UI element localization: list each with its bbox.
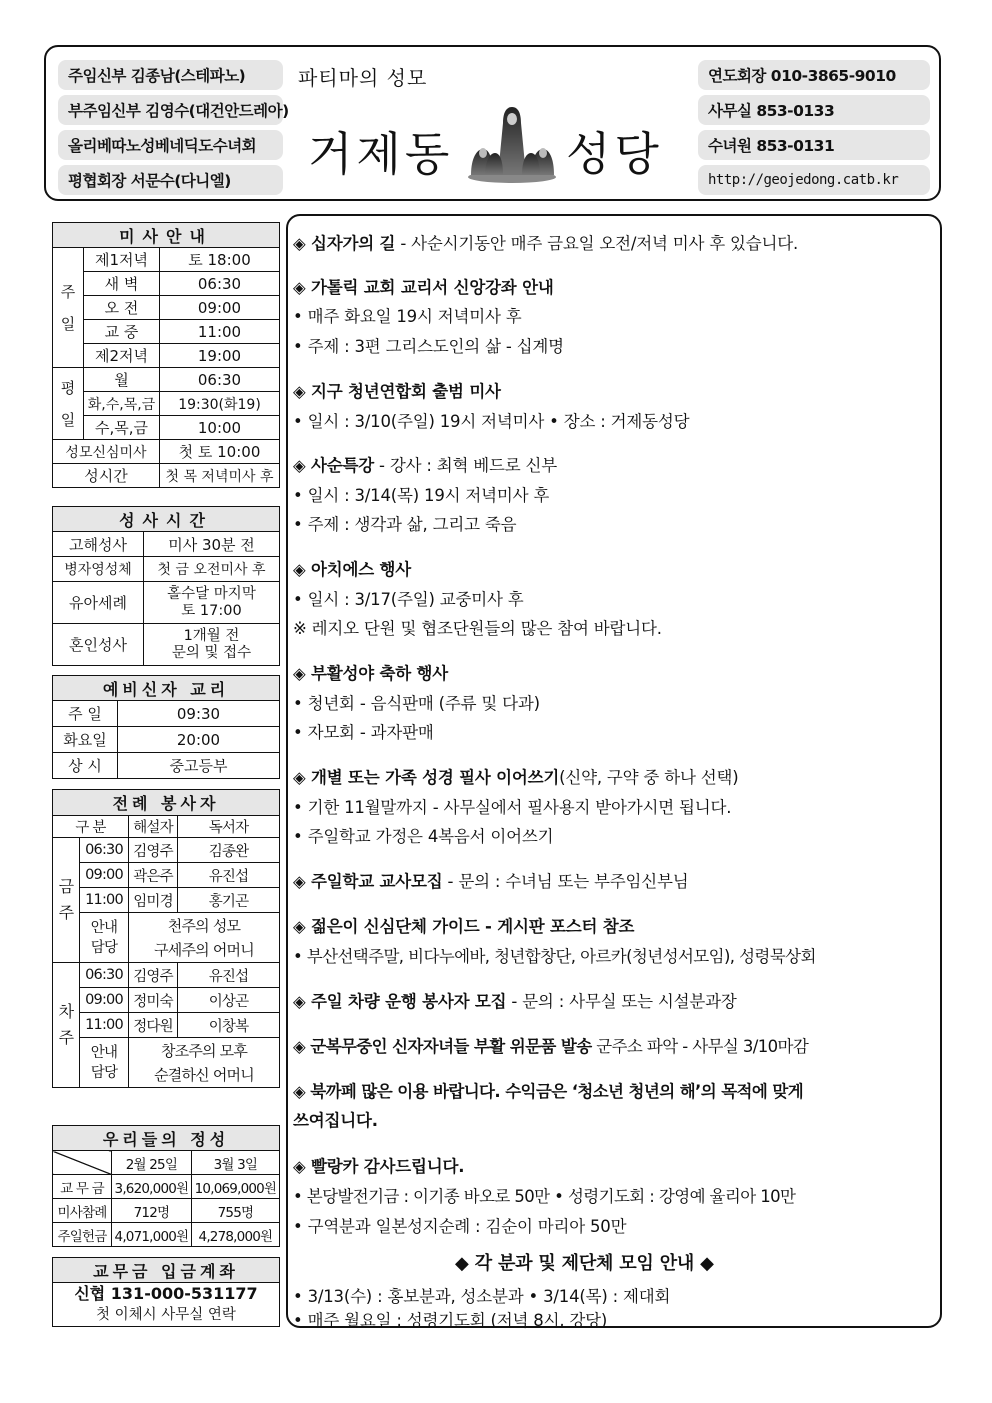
offering-title: 우리들의 정성 [53, 1126, 280, 1151]
notice-item [293, 690, 540, 714]
mass-time: 06:30 [160, 368, 280, 392]
notice-title: ◆ 각 분과 및 제단체 모임 안내 ◆ [455, 1253, 714, 1274]
notice-heading [293, 764, 738, 788]
notice-text: • 자모회 - 과자판매 [293, 723, 434, 742]
offering-value: 4,278,000원 [191, 1223, 279, 1247]
notice-text: 군주소 파악 - 사무실 3/10마감 [591, 1037, 809, 1056]
notice-title: ◈ 군복무중인 신자자녀들 부활 위문품 발송 [293, 1037, 592, 1056]
notice-item [293, 794, 731, 818]
office-phone-pill: 사무실 853-0133 [698, 95, 930, 125]
commentator: 정미숙 [129, 988, 178, 1013]
catechism-title: 예비신자 교리 [53, 676, 280, 701]
mass-time: 11:00 [160, 320, 280, 344]
notice-item [293, 1307, 607, 1331]
duty-groups: 창조주의 모후 순결하신 어머니 [129, 1038, 280, 1088]
notice-title: ◈ 개별 또는 가족 성경 필사 이어쓰기 [293, 768, 560, 787]
sacrament-name: 병자영성체 [53, 557, 144, 582]
mass-name: 제1저녁 [84, 248, 160, 272]
liturgy-servers-table [52, 789, 280, 1088]
notice-title: ◈ 빨랑카 감사드립니다. [293, 1157, 465, 1176]
notice-item [293, 1183, 795, 1207]
notice-text: • 일시 : 3/17(주일) 교중미사 후 [293, 590, 524, 609]
reader: 이창복 [178, 1013, 280, 1038]
mass-title: 미사안내 [53, 223, 280, 248]
funeral-contact-pill: 연도회장 010-3865-9010 [698, 60, 930, 90]
notice-text: - 문의 : 수녀님 또는 부주임신부님 [442, 872, 689, 891]
mass-name: 성모신심미사 [53, 440, 160, 464]
liturgy-time: 11:00 [80, 1013, 129, 1038]
notice-title: ◈ 젊은이 신심단체 가이드 - 게시판 포스터 참조 [293, 917, 635, 936]
offering-category: 주일헌금 [53, 1223, 112, 1247]
notice-heading [293, 378, 501, 402]
notice-heading [293, 1078, 803, 1102]
notice-text: • 청년회 - 음식판매 (주류 및 다과) [293, 694, 540, 713]
catechism-table [52, 675, 280, 779]
notice-heading [293, 1107, 378, 1131]
liturgy-header-commentator: 해설자 [129, 816, 178, 838]
offering-value: 712명 [112, 1199, 192, 1223]
commentator: 김영주 [129, 838, 178, 863]
notice-text: • 부산선택주말, 비다누에바, 청년합창단, 아르카(청년성서모임), 성령묵상회 [293, 947, 816, 966]
notice-item [293, 482, 549, 506]
sacraments-title: 성사시간 [53, 507, 280, 532]
notice-text: ※ 레지오 단원 및 협조단원들의 많은 참여 바랍니다. [293, 619, 662, 638]
sacraments-table [52, 506, 280, 666]
offering-value: 3,620,000원 [112, 1175, 192, 1199]
liturgy-title: 전례 봉사자 [53, 790, 280, 816]
account-title: 교무금 입금계좌 [53, 1258, 280, 1283]
notice-item [293, 408, 689, 432]
church-name-part2: 성당 [566, 127, 663, 181]
notice-heading [293, 452, 557, 476]
notice-heading [293, 556, 411, 580]
commentator: 곽은주 [129, 863, 178, 888]
mass-name: 수,목,금 [84, 416, 160, 440]
notice-text: • 3/13(수) : 홍보분과, 성소분과 • 3/14(목) : 제대회 [293, 1287, 671, 1306]
notice-title: ◈ 부활성야 축하 행사 [293, 664, 449, 683]
notice-heading [293, 1153, 464, 1177]
notice-item [293, 823, 553, 847]
account-info [53, 1283, 280, 1327]
mass-name: 화,수,목,금 [84, 392, 160, 416]
offering-corner [53, 1151, 112, 1175]
offering-value: 4,071,000원 [112, 1223, 192, 1247]
notice-text: • 구역분과 일본성지순례 : 김순이 마리아 50만 [293, 1217, 627, 1236]
reader: 김종완 [178, 838, 280, 863]
convent-phone-pill: 수녀원 853-0131 [698, 130, 930, 160]
fatima-statue-icon [465, 103, 560, 185]
notice-heading [293, 988, 737, 1012]
reader: 유진섭 [178, 963, 280, 988]
notice-heading [293, 868, 689, 892]
offering-category: 교 무 금 [53, 1175, 112, 1199]
sacrament-name: 혼인성사 [53, 624, 144, 666]
sacrament-time: 홀수달 마지막 토 17:00 [144, 582, 280, 624]
notice-title: ◈ 가톨릭 교회 교리서 신앙강좌 안내 [293, 278, 554, 297]
notice-text: • 기한 11월말까지 - 사무실에서 필사용지 받아가시면 됩니다. [293, 798, 732, 817]
notice-text: • 주일학교 가정은 4복음서 이어쓰기 [293, 827, 554, 846]
liturgy-time: 11:00 [80, 888, 129, 913]
sacrament-name: 유아세례 [53, 582, 144, 624]
catechism-time: 09:30 [118, 701, 280, 727]
notice-text: - 문의 : 사무실 또는 시설분과장 [506, 992, 737, 1011]
notice-title: ◈ 주일학교 교사모집 [293, 872, 443, 891]
council-president-pill: 평협회장 서문수(다니엘) [58, 165, 283, 195]
notice-text: (신약, 구약 중 하나 선택) [559, 768, 739, 787]
notice-title: ◈ 십자가의 길 [293, 234, 396, 253]
mass-time: 첫 토 10:00 [160, 440, 280, 464]
catechism-time: 중고등부 [118, 753, 280, 779]
mass-name: 월 [84, 368, 160, 392]
commentator: 임미경 [129, 888, 178, 913]
this-week-label: 금 주 [53, 838, 80, 963]
liturgy-header-reader: 독서자 [178, 816, 280, 838]
mass-time: 06:30 [160, 272, 280, 296]
notice-item [293, 586, 524, 610]
duty-groups: 천주의 성모 구세주의 어머니 [129, 913, 280, 963]
offering-table [52, 1125, 280, 1247]
associate-pastor-pill: 부주임신부 김영수(대건안드레아) [58, 95, 283, 125]
mass-name: 오 전 [84, 296, 160, 320]
catechism-day: 화요일 [53, 727, 118, 753]
notice-title: ◈ 북까페 많은 이용 바랍니다. 수익금은 ‘청소년 청년의 해’의 목적에 맞게 [293, 1082, 804, 1101]
notice-item [293, 511, 516, 535]
commentator: 김영주 [129, 963, 178, 988]
offering-date: 2월 25일 [112, 1151, 192, 1175]
mass-time: 10:00 [160, 416, 280, 440]
church-subtitle: 파티마의 성모 [298, 66, 428, 90]
notice-item [293, 333, 564, 357]
liturgy-time: 09:00 [80, 863, 129, 888]
notice-heading [293, 660, 448, 684]
notice-text: • 일시 : 3/10(주일) 19시 저녁미사 • 장소 : 거제동성당 [293, 412, 690, 431]
account-number: 신협 131-000-531177 [74, 1284, 258, 1303]
sacrament-time: 첫 금 오전미사 후 [144, 557, 280, 582]
liturgy-time: 06:30 [80, 963, 129, 988]
convent-pill: 올리베따노성베네딕도수녀회 [58, 130, 283, 160]
notice-item [293, 1213, 626, 1237]
mass-time: 19:00 [160, 344, 280, 368]
offering-date: 3월 3일 [191, 1151, 279, 1175]
mass-schedule-table [52, 222, 280, 488]
notice-title: ◈ 사순특강 [293, 456, 374, 475]
notice-item [293, 943, 816, 967]
sacrament-time: 1개월 전 문의 및 접수 [144, 624, 280, 666]
mass-time: 토 18:00 [160, 248, 280, 272]
notice-title: ◈ 아치에스 행사 [293, 560, 412, 579]
liturgy-time: 06:30 [80, 838, 129, 863]
offering-category: 미사참례 [53, 1199, 112, 1223]
notice-heading [293, 913, 634, 937]
mass-time: 09:00 [160, 296, 280, 320]
reader: 이상곤 [178, 988, 280, 1013]
reader: 유진섭 [178, 863, 280, 888]
notice-title: ◈ 지구 청년연합회 출범 미사 [293, 382, 501, 401]
notice-item [293, 303, 521, 327]
church-name-part1: 거제동 [308, 127, 454, 181]
catechism-time: 20:00 [118, 727, 280, 753]
offering-value: 10,069,000원 [191, 1175, 279, 1199]
reader: 홍기곤 [178, 888, 280, 913]
mass-time: 첫 목 저녁미사 후 [160, 464, 280, 488]
duty-label: 안내 담당 [80, 1038, 129, 1088]
notice-item [293, 615, 662, 639]
notice-text: - 사순시기동안 매주 금요일 오전/저녁 미사 후 있습니다. [395, 234, 799, 253]
duty-label: 안내 담당 [80, 913, 129, 963]
website-url[interactable]: http://geojedong.catb.kr [698, 165, 930, 195]
mass-name: 새 벽 [84, 272, 160, 296]
notice-item [293, 1283, 670, 1307]
notice-heading [293, 230, 798, 254]
notice-title: 쓰여집니다. [293, 1111, 378, 1130]
liturgy-time: 09:00 [80, 988, 129, 1013]
catechism-day: 상 시 [53, 753, 118, 779]
weekday-label: 평 일 [53, 368, 84, 440]
notice-text: - 강사 : 최혁 베드로 신부 [374, 456, 558, 475]
notice-heading [293, 1033, 808, 1057]
notice-text: • 일시 : 3/14(목) 19시 저녁미사 후 [293, 486, 550, 505]
liturgy-header-category: 구 분 [53, 816, 129, 838]
notice-title: ◈ 주일 차량 운행 봉사자 모집 [293, 992, 507, 1011]
sacrament-name: 고해성사 [53, 532, 144, 557]
notice-item [293, 719, 434, 743]
account-table [52, 1257, 280, 1327]
notice-text: • 주제 : 3편 그리스도인의 삶 - 십계명 [293, 337, 564, 356]
catechism-day: 주 일 [53, 701, 118, 727]
next-week-label: 차 주 [53, 963, 80, 1088]
sunday-label: 주 일 [53, 248, 84, 368]
mass-name: 제2저녁 [84, 344, 160, 368]
mass-time: 19:30(화19) [160, 392, 280, 416]
notice-text: • 본당발전기금 : 이기종 바오로 50만 • 성령기도회 : 강영예 율리아 10만 [293, 1187, 796, 1206]
commentator: 정다원 [129, 1013, 178, 1038]
mass-name: 성시간 [53, 464, 160, 488]
mass-name: 교 중 [84, 320, 160, 344]
sacrament-time: 미사 30분 전 [144, 532, 280, 557]
notice-text: • 매주 화요일 19시 저녁미사 후 [293, 307, 522, 326]
notice-text: • 주제 : 생각과 삶, 그리고 죽음 [293, 515, 517, 534]
notice-heading [293, 274, 554, 298]
pastor-pill: 주임신부 김종남(스테파노) [58, 60, 283, 90]
account-note: 첫 이체시 사무실 연락 [96, 1307, 236, 1323]
offering-value: 755명 [191, 1199, 279, 1223]
notice-text: • 매주 월요일 : 성령기도회 (저녁 8시, 강당) [293, 1311, 608, 1330]
notice-heading [455, 1249, 714, 1275]
